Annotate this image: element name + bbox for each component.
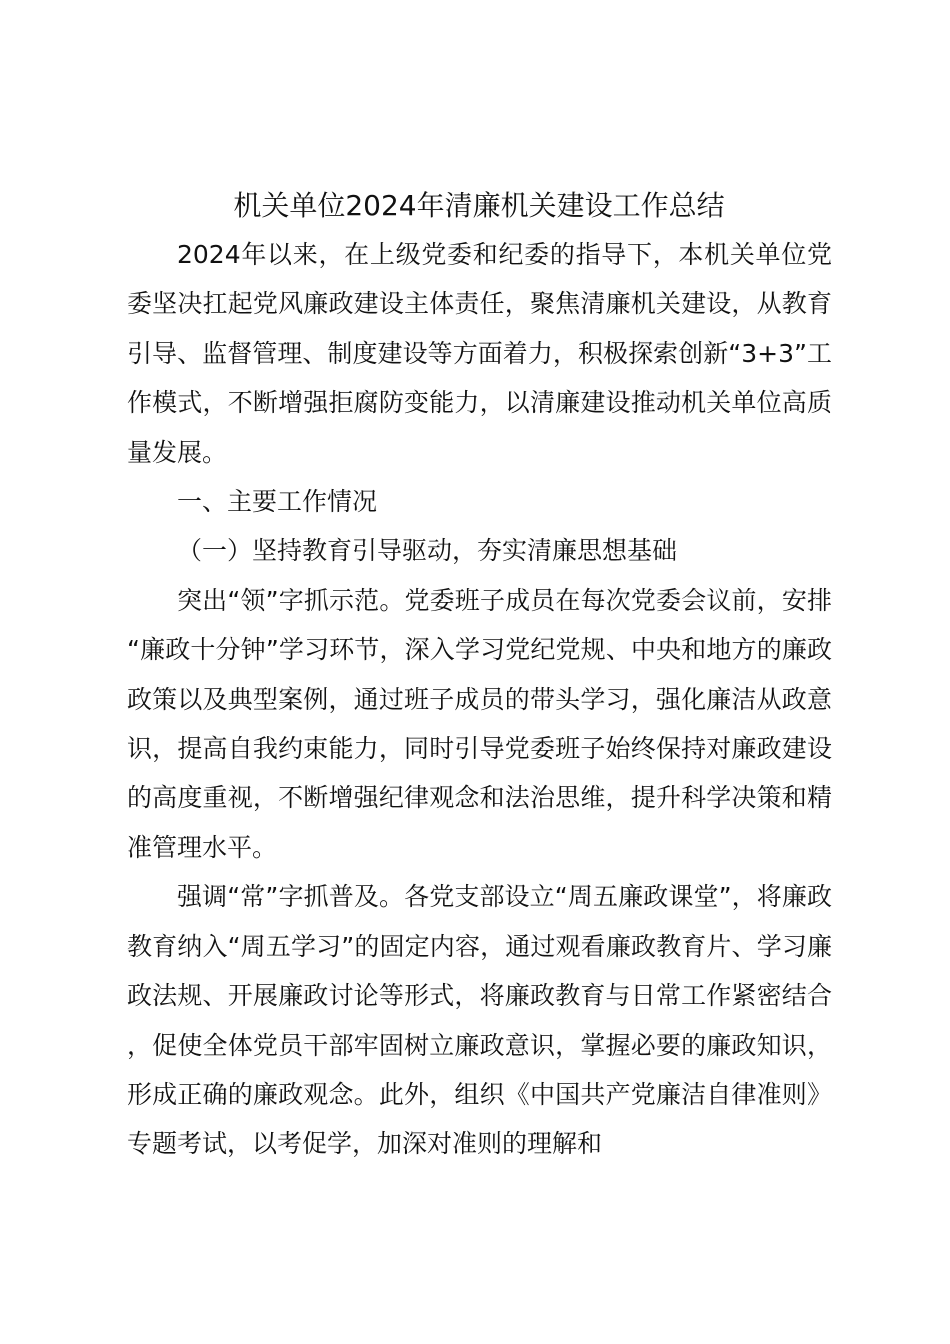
section-heading: 一、主要工作情况 <box>177 487 378 517</box>
document-body <box>127 230 832 1169</box>
document-title: 机关单位2024年清廉机关建设工作总结 <box>233 189 725 222</box>
body-paragraph-common: 强调“常”字抓普及。各党支部设立“周五廉政课堂”，将廉政教育纳入“周五学习”的固定内容，通过观看廉政教育片、学习廉政法规、开展廉政讨论等形式，将廉政教育与日常工作紧密结合，促使全体党员干部牢固树立廉政意识，掌握必要的廉政知识，形成正确的廉政观念。此外，组织《中国共产党廉洁自律准则》专题考试，以考促学，加深对准则的理解和 <box>127 882 832 1159</box>
subsection-heading: （一）坚持教育引导驱动，夯实清廉思想基础 <box>177 536 678 566</box>
body-paragraph-lead: 突出“领”字抓示范。党委班子成员在每次党委会议前，安排“廉政十分钟”学习环节，深入学习党纪党规、中央和地方的廉政政策以及典型案例，通过班子成员的带头学习，强化廉洁从政意识，提高自我约束能力，同时引导党委班子始终保持对廉政建设的高度重视，不断增强纪律观念和法治思维，提升科学决策和精准管理水平。 <box>127 585 832 862</box>
intro-paragraph: 2024年以来，在上级党委和纪委的指导下，本机关单位党委坚决扛起党风廉政建设主体责任，聚焦清廉机关建设，从教育引导、监督管理、制度建设等方面着力，积极探索创新“3+3”工作模式，不断增强拒腐防变能力，以清廉建设推动机关单位高质量发展。 <box>127 240 832 467</box>
